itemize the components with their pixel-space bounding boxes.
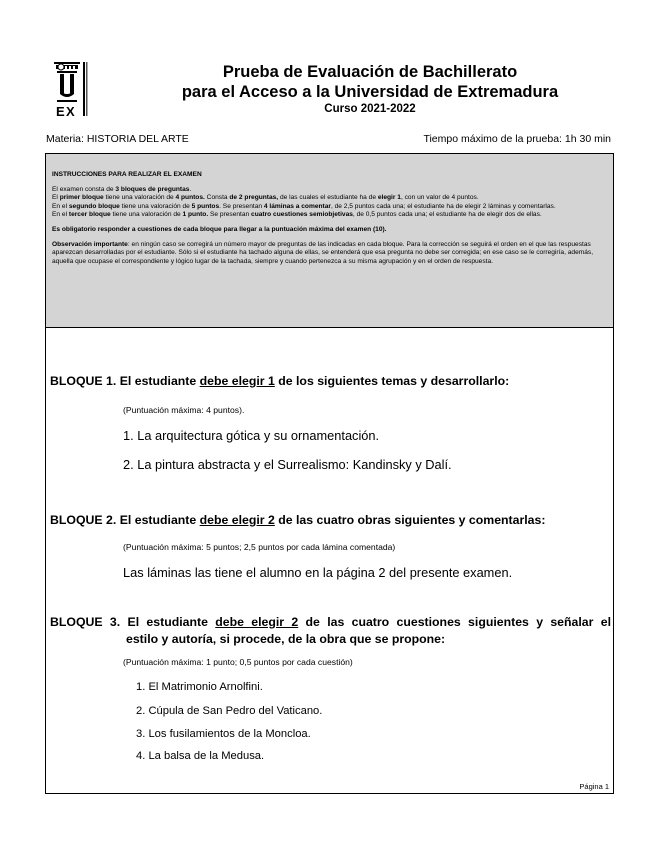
time-limit: Tiempo máximo de la prueba: 1h 30 min (423, 133, 611, 145)
block2-note: Las láminas las tiene el alumno en la página 2 del presente examen. (123, 565, 513, 580)
observation-note: Observación importante: en ningún caso se corregirá un número mayor de preguntas de las indicadas en cada bloque. Para la corrección se seguirá el orden en el que las respuestas aparezcan desarrolladas por el estudiante. Sólo si el estudiante ha tachado alguna de ellas, se entenderá que esa pregunta no debe ser corregida; en ese caso se le corregiría, además, aquella que ocupase el correspondiente y lógico lugar de la tachada, siempre y cuando pertenezca a su misma agrupación y en el orden de respuesta. (52, 241, 594, 265)
block1-topic-1: 1. La arquitectura gótica y su ornamentación. (123, 428, 380, 443)
mandatory-note: Es obligatorio responder a cuestiones de cada bloque para llegar a la puntuación máxima del examen (10). (52, 226, 387, 234)
uex-seal-icon (52, 60, 96, 118)
instructions-heading: INSTRUCCIONES PARA REALIZAR EL EXAMEN (52, 171, 202, 178)
page-number: Página 1 (579, 782, 609, 791)
exam-box (45, 153, 614, 794)
svg-text:X: X (66, 104, 75, 118)
exam-title: Prueba de Evaluación de Bachillerato (222, 63, 518, 81)
block2-heading: BLOQUE 2. El estudiante debe elegir 2 de las cuatro obras siguientes y comentarlas: (50, 513, 546, 527)
course-year: Curso 2021-2022 (324, 103, 416, 115)
block3-points: (Puntuación máxima: 1 punto; 0,5 puntos por cada cuestión) (123, 657, 353, 667)
block3-question-2: 2. Cúpula de San Pedro del Vaticano. (136, 705, 323, 717)
block3-heading: BLOQUE 3. El estudiante debe elegir 2 de las cuatro cuestiones siguientes y señalar el estilo y autoría, si procede, de la obra que se propone: (50, 615, 611, 646)
university-logo (52, 60, 96, 118)
subject-label: Materia: HISTORIA DEL ARTE (46, 133, 189, 145)
exam-subtitle: para el Acceso a la Universidad de Extremadura (181, 83, 559, 101)
block1-topic-2: 2. La pintura abstracta y el Surrealismo: Kandinsky y Dalí. (123, 457, 452, 472)
instructions-panel (46, 154, 613, 328)
block3-question-3: 3. Los fusilamientos de la Moncloa. (136, 728, 311, 740)
svg-text:E: E (56, 104, 65, 118)
block3-question-4: 4. La balsa de la Medusa. (136, 750, 265, 762)
block1-points: (Puntuación máxima: 4 puntos). (123, 405, 245, 415)
block1-heading: BLOQUE 1. El estudiante debe elegir 1 de los siguientes temas y desarrollarlo: (50, 374, 510, 388)
block3-question-1: 1. El Matrimonio Arnolfini. (136, 681, 263, 693)
block2-points: (Puntuación máxima: 5 puntos; 2,5 puntos por cada lámina comentada) (123, 542, 396, 552)
instructions-body: El examen consta de 3 bloques de preguntas. El primer bloque tiene una valoración de 4 puntos. Consta de 2 preguntas, de las cuales el estudiante ha de elegir 1, con un valor de 4 puntos. En el segundo bloque tiene una valoración de 5 puntos. Se presentan 4 láminas a comentar, de 2,5 puntos cada una; el estudiante ha de elegir 2 láminas y comentarlas. En el tercer bloque tiene una valoración de 1 punto. Se presentan cuatro cuestiones semiobjetivas, de 0,5 puntos cada una; el estudiante ha de elegir dos de ellas. (52, 186, 556, 218)
